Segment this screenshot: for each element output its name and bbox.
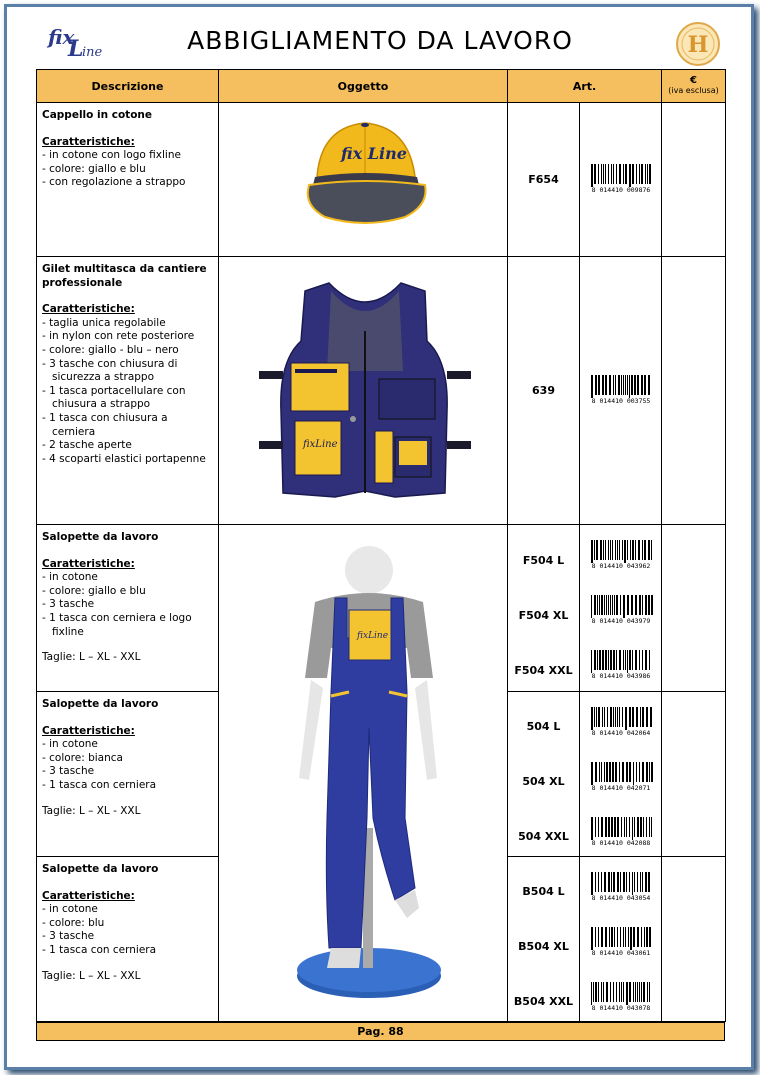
barcode-cell bbox=[580, 692, 662, 857]
article-code: F504 XL bbox=[518, 608, 569, 622]
feature-item: - 3 tasche con chiusura di sicurezza a strappo bbox=[42, 357, 178, 384]
feature-list bbox=[42, 571, 214, 639]
feature-item: - in cotone bbox=[42, 903, 98, 916]
barcode-number: 8 014410 043979 bbox=[591, 617, 650, 624]
price-cell bbox=[662, 257, 726, 525]
feature-item: - 1 tasca portacellulare con chiusura a strappo bbox=[42, 384, 186, 411]
feature-item: - in cotone bbox=[42, 738, 98, 751]
sizes-text: Taglie: L – XL - XXL bbox=[42, 651, 141, 664]
product-image-cell bbox=[219, 525, 508, 1022]
col-art: Art. bbox=[508, 70, 662, 103]
barcode-number: 8 014410 042071 bbox=[591, 784, 650, 791]
article-code: B504 XXL bbox=[513, 994, 574, 1008]
barcode-cell bbox=[580, 525, 662, 692]
product-name: Salopette da lavoro bbox=[42, 863, 159, 875]
barcode bbox=[587, 706, 655, 736]
barcode bbox=[587, 594, 655, 624]
barcode-number: 8 014410 043962 bbox=[591, 562, 650, 569]
feature-item: - 1 tasca con cerniera bbox=[42, 778, 157, 791]
article-code: 639 bbox=[508, 257, 580, 525]
feature-item: - colore: bianca bbox=[42, 751, 123, 764]
barcode-number: 8 014410 043986 bbox=[591, 672, 650, 679]
barcode-number: 8 014410 042088 bbox=[591, 839, 650, 846]
product-table bbox=[36, 69, 726, 1022]
features-label: Caratteristiche: bbox=[42, 889, 135, 902]
feature-item: - 4 scoparti elastici portapenne bbox=[42, 452, 206, 465]
article-code: F654 bbox=[508, 103, 580, 257]
barcode bbox=[587, 871, 655, 901]
table-header-row bbox=[37, 70, 726, 103]
product-image-cell bbox=[219, 103, 508, 257]
barcode bbox=[587, 539, 655, 569]
feature-item: - colore: blu bbox=[42, 916, 105, 929]
price-cell bbox=[662, 525, 726, 692]
table-row bbox=[37, 525, 726, 692]
features-label: Caratteristiche: bbox=[42, 135, 135, 148]
col-price bbox=[662, 70, 726, 103]
feature-item: - 2 tasche aperte bbox=[42, 439, 132, 452]
table-row bbox=[37, 257, 726, 525]
barcode-cell bbox=[580, 857, 662, 1022]
product-description bbox=[37, 257, 219, 525]
features-label: Caratteristiche: bbox=[42, 557, 135, 570]
barcode bbox=[587, 374, 655, 404]
article-code: B504 L bbox=[522, 884, 565, 898]
product-name: Gilet multitasca da cantiere professionale bbox=[42, 263, 207, 289]
page-footer: Pag. 88 bbox=[36, 1022, 725, 1041]
barcode-number: 8 014410 003755 bbox=[591, 396, 650, 404]
article-code-group bbox=[508, 525, 580, 692]
product-name: Salopette da lavoro bbox=[42, 698, 159, 710]
feature-item: - 3 tasche bbox=[42, 598, 95, 611]
barcode bbox=[587, 761, 655, 791]
feature-list bbox=[42, 903, 214, 957]
feature-item: - con regolazione a strappo bbox=[42, 176, 186, 189]
feature-item: - 1 tasca con cerniera e logo fixline bbox=[42, 611, 192, 638]
barcode-number: 8 014410 009876 bbox=[591, 185, 650, 193]
page-title: ABBIGLIAMENTO DA LAVORO bbox=[187, 26, 573, 55]
feature-item: - 3 tasche bbox=[42, 765, 95, 778]
barcode bbox=[587, 981, 655, 1011]
cap-logo-text: fix Line bbox=[341, 143, 407, 163]
price-cell bbox=[662, 103, 726, 257]
article-code: 504 XXL bbox=[518, 829, 569, 843]
price-cell bbox=[662, 692, 726, 857]
cap-image bbox=[219, 105, 508, 255]
product-description bbox=[37, 103, 219, 257]
col-descrizione: Descrizione bbox=[37, 70, 219, 103]
vest-logo-text: fixLine bbox=[303, 438, 338, 450]
overall-image bbox=[219, 528, 508, 1018]
vest-image bbox=[219, 261, 508, 521]
feature-item: - 3 tasche bbox=[42, 930, 95, 943]
h-logo bbox=[674, 20, 722, 68]
feature-list bbox=[42, 317, 214, 467]
page-header bbox=[36, 18, 724, 68]
col-oggetto: Oggetto bbox=[219, 70, 508, 103]
product-description bbox=[37, 857, 219, 1022]
feature-list bbox=[42, 149, 214, 190]
article-code: 504 XL bbox=[522, 774, 565, 788]
barcode-cell bbox=[580, 103, 662, 257]
feature-item: - taglia unica regolabile bbox=[42, 316, 166, 329]
article-code: B504 XL bbox=[518, 939, 569, 953]
product-description bbox=[37, 692, 219, 857]
barcode bbox=[587, 649, 655, 679]
svg-text:fix: fix bbox=[48, 25, 75, 49]
svg-text:H: H bbox=[687, 32, 709, 58]
price-cell bbox=[662, 857, 726, 1022]
feature-item: - in cotone con logo fixline bbox=[42, 149, 181, 162]
euro-symbol: € bbox=[690, 75, 697, 86]
feature-item: - colore: giallo - blu – nero bbox=[42, 343, 179, 356]
feature-item: - 1 tasca con chiusura a cerniera bbox=[42, 411, 168, 438]
feature-item: - colore: giallo e blu bbox=[42, 584, 146, 597]
svg-text:L: L bbox=[68, 36, 84, 62]
feature-item: - 1 tasca con cerniera bbox=[42, 943, 157, 956]
sizes-text: Taglie: L – XL - XXL bbox=[42, 969, 141, 982]
article-code: 504 L bbox=[526, 719, 561, 733]
svg-text:ine: ine bbox=[82, 45, 103, 60]
feature-item: - in cotone bbox=[42, 571, 98, 584]
barcode-number: 8 014410 043054 bbox=[591, 894, 650, 901]
barcode-number: 8 014410 043061 bbox=[591, 949, 650, 956]
barcode-number: 8 014410 043078 bbox=[591, 1004, 650, 1011]
table-row bbox=[37, 103, 726, 257]
article-code-group bbox=[508, 857, 580, 1022]
product-name: Salopette da lavoro bbox=[42, 531, 159, 543]
product-name: Cappello in cotone bbox=[42, 109, 153, 121]
vat-note: (iva esclusa) bbox=[668, 86, 719, 95]
feature-item: - in nylon con rete posteriore bbox=[42, 330, 195, 343]
feature-item: - colore: giallo e blu bbox=[42, 162, 146, 175]
barcode-cell bbox=[580, 257, 662, 525]
features-label: Caratteristiche: bbox=[42, 303, 135, 316]
product-description bbox=[37, 525, 219, 692]
barcode bbox=[587, 816, 655, 846]
barcode bbox=[587, 163, 655, 193]
article-code-group bbox=[508, 692, 580, 857]
article-code: F504 XXL bbox=[514, 663, 573, 677]
feature-list bbox=[42, 738, 214, 792]
article-code: F504 L bbox=[522, 553, 565, 567]
features-label: Caratteristiche: bbox=[42, 724, 135, 737]
product-image-cell bbox=[219, 257, 508, 525]
barcode-number: 8 014410 042064 bbox=[591, 729, 650, 736]
sizes-text: Taglie: L – XL - XXL bbox=[42, 804, 141, 817]
overall-logo-text: fixLine bbox=[357, 631, 389, 641]
barcode bbox=[587, 926, 655, 956]
